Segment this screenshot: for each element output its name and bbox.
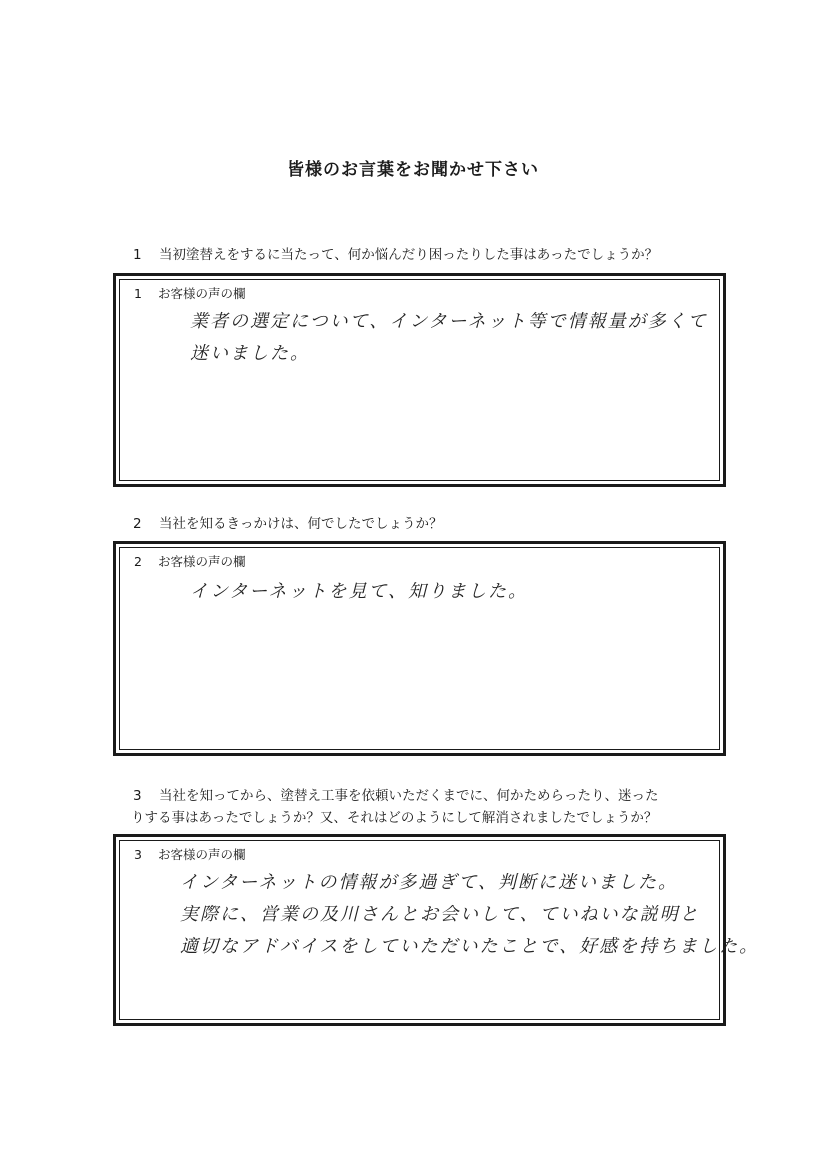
question-2 xyxy=(133,513,733,535)
box-label xyxy=(134,552,246,570)
box-label-text: お客様の声の欄 xyxy=(158,847,246,862)
answer-line: インターネットの情報が多過ぎて、判断に迷いました。 xyxy=(180,872,679,893)
page-title: 皆様のお言葉をお聞かせ下さい xyxy=(287,160,539,180)
box-label xyxy=(134,845,246,863)
answer-line: 迷いました。 xyxy=(190,343,310,364)
handwritten-answer xyxy=(190,576,699,608)
question-1 xyxy=(133,244,733,266)
question-number: 2 xyxy=(133,516,142,532)
box-number: 1 xyxy=(134,286,142,301)
answer-line: 実際に、営業の及川さんとお会いして、ていねいな説明と xyxy=(180,904,700,925)
box-number: 3 xyxy=(134,847,142,862)
question-text: りする事はあったでしょうか？又、それはどのようにして解消されましたでしょうか？ xyxy=(131,810,658,826)
question-text: 当初塗替えをするに当たって、何か悩んだり困ったりした事はあったでしょうか？ xyxy=(159,247,659,263)
question-3 xyxy=(133,785,733,829)
question-number: 1 xyxy=(133,247,142,263)
handwritten-answer xyxy=(190,306,708,370)
answer-line: インターネットを見て、知りました。 xyxy=(190,581,529,602)
handwritten-answer xyxy=(180,867,760,963)
box-label-text: お客様の声の欄 xyxy=(158,286,246,301)
answer-box-3 xyxy=(113,834,760,1026)
answer-line: 適切なアドバイスをしていただいたことで、好感を持ちました。 xyxy=(180,936,760,957)
box-label-text: お客様の声の欄 xyxy=(158,554,246,569)
box-number: 2 xyxy=(134,554,142,569)
question-number: 3 xyxy=(133,788,142,804)
question-text: 当社を知ってから、塗替え工事を依頼いただくまでに、何かためらったり、迷った xyxy=(159,788,659,804)
answer-box-2 xyxy=(113,541,726,756)
answer-line: 業者の選定について、インターネット等で情報量が多くて xyxy=(190,311,708,332)
answer-box-1 xyxy=(113,273,726,487)
box-label xyxy=(134,284,246,302)
question-text: 当社を知るきっかけは、何でしたでしょうか？ xyxy=(159,516,443,532)
